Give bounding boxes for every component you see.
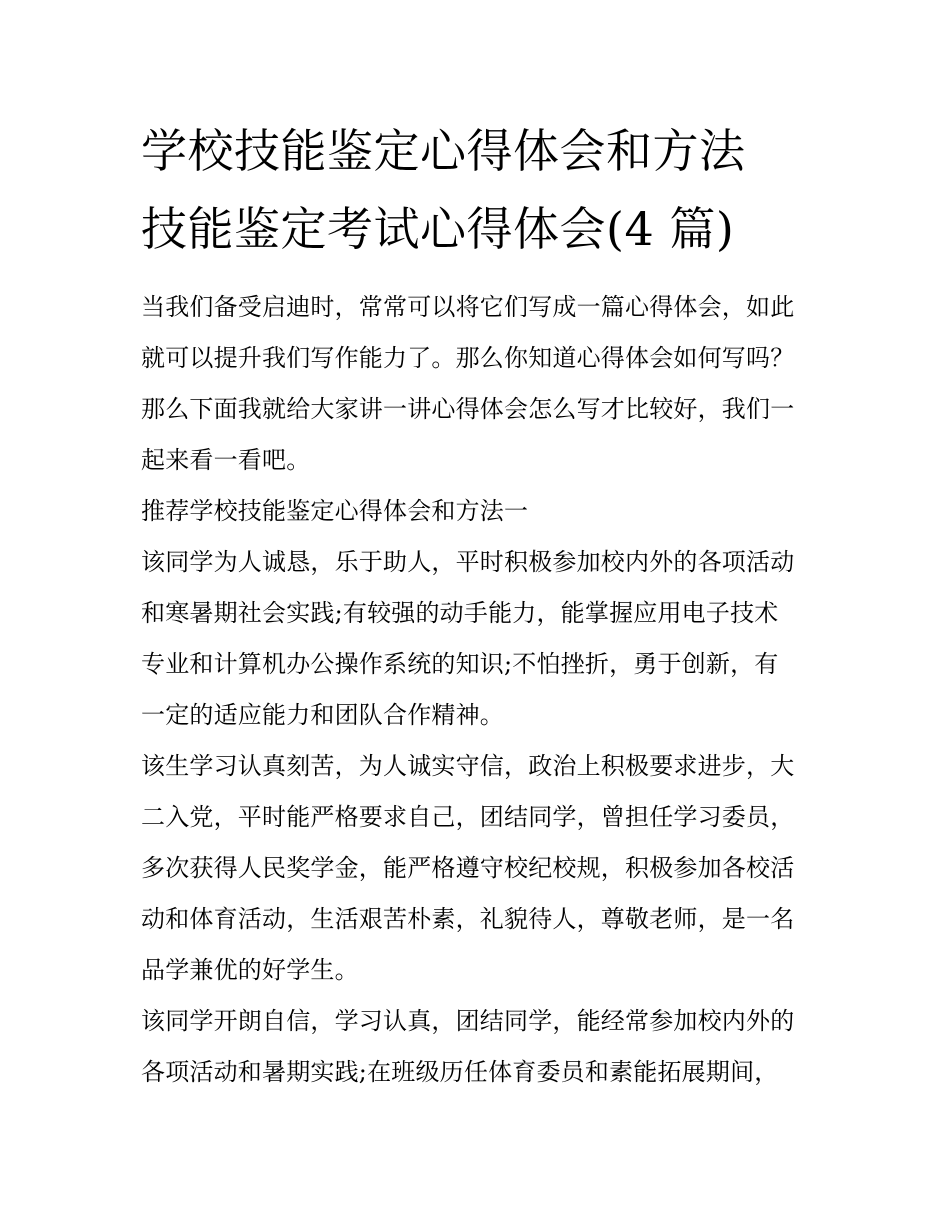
text-line: 那么下面我就给大家讲一讲心得体会怎么写才比较好，我们一: [141, 395, 795, 423]
text-line: 各项活动和暑期实践;在班级历任体育委员和素能拓展期间，: [141, 1058, 779, 1086]
title-line-2: 技能鉴定考试心得体会(4 篇): [141, 202, 735, 256]
text-line: 起来看一看吧。: [141, 446, 311, 474]
text-line: 就可以提升我们写作能力了。那么你知道心得体会如何写吗？: [141, 344, 795, 372]
text-line: 二入党，平时能严格要求自己，团结同学，曾担任学习委员，: [141, 803, 795, 831]
text-line: 动和体育活动，生活艰苦朴素，礼貌待人，尊敬老师，是一名: [141, 905, 795, 933]
text-line: 推荐学校技能鉴定心得体会和方法一: [141, 497, 529, 525]
text-line: 专业和计算机办公操作系统的知识;不怕挫折，勇于创新，有: [141, 650, 779, 678]
text-line: 和寒暑期社会实践;有较强的动手能力，能掌握应用电子技术: [141, 599, 779, 627]
document-title: [141, 112, 813, 268]
text-line: 该同学为人诚恳，乐于助人，平时积极参加校内外的各项活动: [141, 548, 795, 576]
document-body: [141, 112, 813, 1098]
text-line: 品学兼优的好学生。: [141, 956, 359, 984]
text-line: 一定的适应能力和团队合作精神。: [141, 701, 504, 729]
text-line: 该生学习认真刻苦，为人诚实守信，政治上积极要求进步，大: [141, 752, 795, 780]
body-paragraph-3: [141, 996, 813, 1098]
title-line-1: 学校技能鉴定心得体会和方法: [141, 124, 746, 178]
text-line: 该同学开朗自信，学习认真，团结同学，能经常参加校内外的: [141, 1007, 795, 1035]
intro-paragraph: [141, 282, 813, 486]
text-line: 多次获得人民奖学金，能严格遵守校纪校规，积极参加各校活: [141, 854, 795, 882]
text-line: 当我们备受启迪时，常常可以将它们写成一篇心得体会，如此: [141, 293, 795, 321]
section-heading: [141, 486, 813, 537]
body-paragraph-1: [141, 537, 813, 741]
body-paragraph-2: [141, 741, 813, 996]
